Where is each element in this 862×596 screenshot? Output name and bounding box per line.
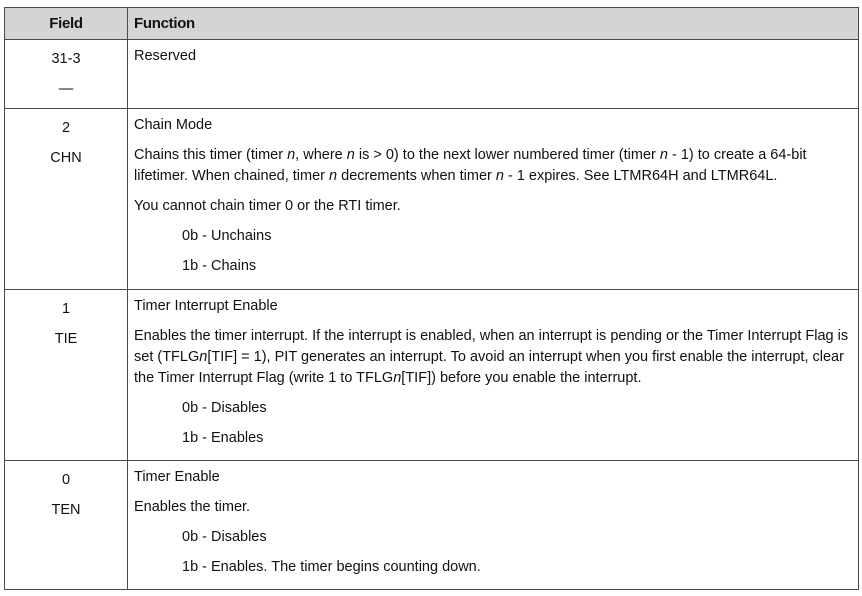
field-cell [5,40,128,109]
function-column-header: Function [128,8,859,40]
option-value: 0b - Unchains [182,228,272,244]
field-name: TEN [51,502,81,518]
table-header-row [5,8,859,40]
table-row [5,109,859,290]
function-title: Timer Enable [134,469,220,485]
field-name: TIE [54,331,78,347]
field-name: CHN [50,150,82,166]
function-title: Timer Interrupt Enable [134,298,278,314]
option-value: 1b - Enables. The timer begins counting down. [182,559,481,575]
option-value: 0b - Disables [182,529,267,545]
option-value: 0b - Disables [182,400,267,416]
field-column-header: Field [5,8,128,40]
function-cell [128,290,859,461]
option-value: 1b - Chains [182,258,257,274]
function-cell [128,461,859,590]
field-bits: 2 [61,120,71,136]
field-cell [5,109,128,290]
function-description: Enables the timer. [134,499,251,515]
register-field-table [4,7,859,590]
option-value: 1b - Enables [182,430,264,446]
function-title: Chain Mode [134,117,213,133]
function-note: You cannot chain timer 0 or the RTI timer. [134,198,401,214]
table-row [5,461,859,590]
function-cell [128,40,859,109]
function-cell [128,109,859,290]
field-bits: 0 [61,472,71,488]
field-bits: 31-3 [51,51,81,67]
field-bits: 1 [61,301,71,317]
field-name: — [58,81,74,97]
function-description: Enables the timer interrupt. If the interrupt is enabled, when an interrupt is pending or the Timer Interrupt Flag is set (TFLGn[TIF] = 1), PIT generates an interrupt. To avoid an interrupt when you first enable the interrupt, clear the Timer Interrupt Flag (write 1 to TFLGn[TIF]) before you enable the interrupt. [134,328,849,386]
field-cell [5,461,128,590]
table-row [5,290,859,461]
function-title: Reserved [134,48,197,64]
table-row [5,40,859,109]
function-description: Chains this timer (timer n, where n is > 0) to the next lower numbered timer (timer n - 1) to create a 64-bit lifetimer. When chained, timer n decrements when timer n - 1 expires. See LTMR64H and LTMR64L. [134,147,807,184]
field-cell [5,290,128,461]
